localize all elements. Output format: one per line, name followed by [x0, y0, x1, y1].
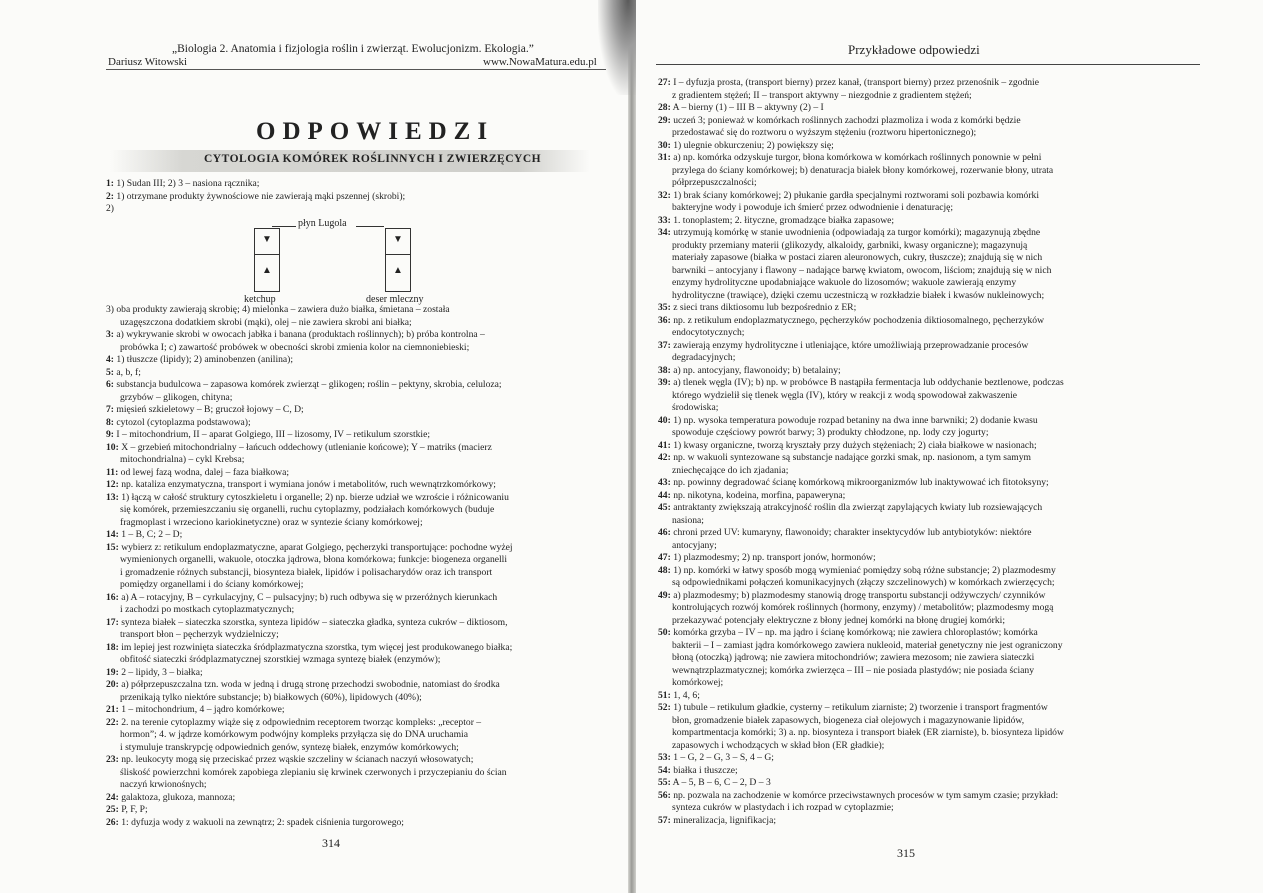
- answer-text: błon, gromadzenie białek zapasowych, biogeneza ciał olejowych i magazynowanie lipidów,: [672, 714, 1025, 726]
- header-rule: [106, 69, 606, 70]
- answer-line: [658, 715, 1218, 728]
- answer-line: [106, 454, 616, 467]
- answer-number: 16:: [106, 591, 119, 603]
- reagent-pointer-right: [356, 226, 384, 227]
- right-page: [636, 0, 1263, 893]
- reagent-label: płyn Lugola: [298, 218, 347, 229]
- answer-text: i zachodzi po mostkach cytoplazmatycznych;: [120, 604, 295, 615]
- answer-text: utrzymują komórkę w stanie uwodnienia (odpowiadają za turgor komórki); magazynują zbędne: [673, 227, 1041, 238]
- answer-text: a) tlenek węgla (IV); b) np. w probówce B nastąpiła fermentacja lub oddychanie beztlenowe, podczas: [673, 377, 1064, 388]
- answer-number: 46:: [658, 527, 671, 538]
- author-name: Dariusz Witowski: [108, 56, 188, 68]
- answer-text: którego wydzielił się tlenek węgla (IV), który w reakcji z wodą spowodował zakwaszenie: [672, 389, 1017, 401]
- answer-text: 1) brak ściany komórkowej; 2) płukanie gardła specjalnymi roztworami soli pozbawia komórki: [673, 189, 1039, 201]
- answer-list-left: [106, 304, 616, 829]
- answer-text: bakteryjne wody i powoduje ich śmierć przez odwodnienie i denaturację;: [672, 202, 954, 213]
- answer-text: 1) plazmodesmy; 2) np. transport jonów, hormonów;: [673, 552, 876, 563]
- answer-text: probówka I; c) zawartość probówek w obecności skrobi zmienia kolor na ciemnoniebieski;: [120, 341, 470, 353]
- answer-text: śliskość powierzchni komórek zapobiega zlepianiu się krwinek czerwonych i przyczepianiu do ścian: [120, 766, 507, 778]
- answer-line: [658, 802, 1218, 815]
- answer-line: [106, 529, 616, 542]
- answer-line: [106, 442, 616, 455]
- answer-number: 35:: [658, 302, 671, 313]
- answer-text: 3) oba produkty zawierają skrobię; 4) mielonka – zawiera dużo białka, śmietana – została: [106, 304, 450, 315]
- answer-line: [658, 515, 1218, 528]
- answer-line: [106, 554, 616, 567]
- answer-line: [658, 640, 1218, 653]
- answer-number: 51:: [658, 689, 671, 701]
- answer-number: 12:: [106, 479, 119, 490]
- answer-line: [658, 340, 1218, 353]
- answer-line: [658, 690, 1218, 703]
- answer-text: X – grzebień mitochondrialny – łańcuch oddechowy (utlenianie końcowe); Y – matriks (macierz: [121, 441, 492, 453]
- answer-text: a) plazmodesmy; b) plazmodesmy stanowią drogę transportu substancji odżywczych/ czynników: [673, 589, 1046, 601]
- answer-number: 18:: [106, 641, 119, 653]
- answer-text: półprzepuszczalności;: [672, 177, 757, 188]
- answer-number: 5:: [106, 366, 114, 378]
- answer-number: 27:: [658, 77, 671, 88]
- answer-line: [106, 417, 616, 430]
- answer-number: 30:: [658, 139, 671, 151]
- answer-line: [658, 152, 1218, 165]
- answer-line: [658, 652, 1218, 665]
- header-rule: [656, 64, 1200, 65]
- answer-number: 29:: [658, 114, 671, 126]
- answer-text: a) A – rotacyjny, B – cyrkulacyjny, C – pulsacyjny; b) ruch odbywa się w przeróżnych kierunkach: [121, 591, 498, 603]
- answer-text: np. nikotyna, kodeina, morfina, papaweryna;: [673, 489, 846, 501]
- answer-text: 2 – lipidy, 3 – białka;: [121, 666, 203, 678]
- answer-text: 1) ulegnie obkurczeniu; 2) powiększy się;: [673, 139, 834, 151]
- answer-text: I – dyfuzja prosta, (transport bierny) przez kanał, (transport bierny) przez przenośnik – zgodnie: [673, 77, 1039, 88]
- answer-line: [658, 402, 1218, 415]
- answer-text: i gromadzenie różnych substancji, biosynteza białek, lipidów i polisacharydów oraz ich transport: [120, 566, 493, 578]
- answer-text: komórkowej;: [672, 677, 724, 688]
- answer-line: [658, 740, 1218, 753]
- answer-number: 57:: [658, 814, 671, 826]
- answer-number: 43:: [658, 477, 671, 488]
- answer-line: [658, 190, 1218, 203]
- answer-text: grzybów – glikogen, chityna;: [120, 391, 233, 403]
- main-title: ODPOWIEDZI: [256, 118, 495, 145]
- answer-number: 38:: [658, 364, 671, 376]
- answer-line: [658, 440, 1218, 453]
- answer-line: [658, 790, 1218, 803]
- answer-line: [658, 215, 1218, 228]
- answer-line: [658, 377, 1218, 390]
- answer-line: [658, 465, 1218, 478]
- answer-line: [658, 602, 1218, 615]
- answer-number: 23:: [106, 754, 119, 765]
- answer-number: 3:: [106, 329, 114, 340]
- answer-number: 6:: [106, 379, 114, 390]
- left-page: [0, 0, 628, 893]
- answer-text: A – 5, B – 6, C – 2, D – 3: [672, 777, 771, 788]
- answer-text: 1) np. wysoka temperatura powoduje rozpad betaniny na dwa inne barwniki; 2) dodanie kwasu: [673, 414, 1038, 426]
- answer-line: [106, 717, 616, 730]
- answer-line: [658, 552, 1218, 565]
- answer-line: [658, 702, 1218, 715]
- answer-text: mitochondrialna) – cykl Krebsa;: [120, 454, 245, 465]
- answer-text: degradacyjnych;: [672, 352, 736, 363]
- answer-text: 1 – mitochondrium, 4 – jądro komórkowe;: [121, 704, 285, 715]
- answer-text: cytozol (cytoplazma podstawowa);: [116, 416, 251, 428]
- answer-line: [658, 265, 1218, 278]
- answer-line: [106, 667, 616, 680]
- answer-line: [106, 304, 616, 317]
- answer-number: 33:: [658, 214, 671, 226]
- answer-text: np. powinny degradować ścianę komórkową mikroorganizmów lub inaktywować ich fitotoksyny;: [673, 477, 1049, 488]
- answer-line: [106, 379, 616, 392]
- answer-number: 45:: [658, 502, 671, 513]
- answer-line: [658, 477, 1218, 490]
- arrow-up-icon: ▲: [262, 265, 272, 276]
- book-title: „Biologia 2. Anatomia i fizjologia roślin i zwierząt. Ewolucjonizm. Ekologia.”: [172, 43, 534, 55]
- answer-line: [106, 754, 616, 767]
- answer-line: [658, 365, 1218, 378]
- answer-number: 28:: [658, 102, 671, 113]
- answer-text: a) półprzepuszczalna tzn. woda w jedną i drugą stronę przechodzi swobodnie, natomiast do środka: [121, 679, 500, 690]
- answer-line: [106, 792, 616, 805]
- answer-number: 52:: [658, 702, 671, 713]
- answer-line: [106, 342, 616, 355]
- test-tube-ketchup: [254, 228, 280, 292]
- answer-text: 1 – B, C; 2 – D;: [121, 529, 183, 540]
- answer-line: [106, 704, 616, 717]
- answer-line: [106, 492, 616, 505]
- answer-line: [106, 542, 616, 555]
- answer-text: I – mitochondrium, II – aparat Golgiego, III – lizosomy, IV – retikulum szorstkie;: [116, 429, 431, 440]
- answer-line: [106, 203, 606, 216]
- answer-number: 26:: [106, 816, 119, 828]
- answer-line: [106, 504, 616, 517]
- answer-line: [658, 127, 1218, 140]
- answer-number: 11:: [106, 466, 119, 478]
- answer-line: [658, 90, 1218, 103]
- answer-line: [658, 227, 1218, 240]
- section-band: [110, 150, 590, 172]
- answer-text: substancja budulcowa – zapasowa komórek zwierząt – glikogen; roślin – pektyny, skrobia, celuloza;: [116, 379, 502, 390]
- answer-line: [106, 429, 616, 442]
- answer-text: chroni przed UV: kumaryny, flawonoidy; charakter insektycydów lub antybiotyków: niektóre: [673, 527, 1032, 538]
- answer-line: [658, 352, 1218, 365]
- answer-line: [658, 665, 1218, 678]
- tube-label-ketchup: ketchup: [244, 294, 276, 305]
- answer-line: [658, 240, 1218, 253]
- answer-text: kontrolujących rozwój komórek roślinnych (hormony, enzymy) / metabolitów; plazmodesmy mogą: [672, 602, 1054, 613]
- answer-number: 48:: [658, 564, 671, 576]
- answer-text: im lepiej jest rozwinięta siateczka śródplazmatyczna szorstka, tym więcej jest produkowanego białka;: [121, 641, 513, 653]
- answer-list-right: [658, 77, 1218, 827]
- answer-text: wymienionych organelli, wakuole, otoczka jądrowa, błona komórkowa; funkcje: biogeneza organelli: [120, 554, 508, 565]
- answer-text: 1) Sudan III; 2) 3 – nasiona rącznika;: [116, 178, 260, 189]
- answer-line: [106, 579, 616, 592]
- answer-line: [658, 427, 1218, 440]
- answer-text: nasiona;: [672, 514, 704, 526]
- book-gutter: [628, 0, 636, 893]
- answer-text: przekazywać potencjały elektryczne z błony jednej komórki na błonę drugiej komórki;: [672, 614, 1005, 626]
- answer-line: [658, 677, 1218, 690]
- answer-line: [106, 178, 606, 191]
- answer-number: 15:: [106, 541, 119, 553]
- answer-line: [106, 617, 616, 630]
- answer-text: uzagęszczona dodatkiem skrobi (mąki), olej – nie zawiera skrobi ani białka;: [120, 316, 412, 328]
- answer-text: mięsień szkieletowy – B; gruczoł łojowy – C, D;: [116, 404, 304, 415]
- answer-line: [658, 777, 1218, 790]
- answer-text: przedostawać się do roztworu o wyższym stężeniu (roztworu hipertonicznego);: [672, 127, 977, 138]
- answer-number: 25:: [106, 804, 119, 815]
- right-page-header: Przykładowe odpowiedzi: [848, 42, 980, 57]
- answer-text: białka i tłuszcze;: [673, 764, 738, 776]
- answer-text: 1) tłuszcze (lipidy); 2) aminobenzen (anilina);: [116, 354, 294, 365]
- answer-text: materiały zapasowe (białka w postaci ziaren aleuronowych, cukry, tłuszcze); znajdują się w nich: [672, 252, 1043, 263]
- answer-text: a, b, f;: [116, 366, 141, 378]
- answer-text: 1) otrzymane produkty żywnościowe nie zawierają mąki pszennej (skrobi);: [116, 190, 406, 202]
- answer-number: 14:: [106, 529, 119, 540]
- answer-line: [106, 567, 616, 580]
- answer-text: 1 – G, 2 – G, 3 – S, 4 – G;: [673, 752, 774, 763]
- answer-line: [658, 115, 1218, 128]
- answer-text: z sieci trans diktiosomu lub bezpośrednio z ER;: [673, 302, 857, 313]
- answer-number: 36:: [658, 314, 671, 326]
- answer-line: [106, 191, 606, 204]
- answer-text: galaktoza, glukoza, mannoza;: [121, 791, 236, 803]
- answer-line: [658, 577, 1218, 590]
- answer-text: przenikają tylko niektóre substancje; b) białkowych (60%), lipidowych (40%);: [120, 691, 422, 703]
- answer-text: zniechęcające do ich zjadania;: [672, 464, 789, 476]
- answer-line: [658, 327, 1218, 340]
- answer-number: 4:: [106, 354, 114, 365]
- answer-line: [658, 177, 1218, 190]
- answer-number: 39:: [658, 377, 671, 388]
- answer-text: a) np. antocyjany, flawonoidy; b) betalainy;: [673, 364, 841, 376]
- answer-number: 24:: [106, 791, 119, 803]
- answer-text: endocytotycznych;: [672, 327, 745, 338]
- answer-number: 20:: [106, 679, 119, 690]
- answer-line: [658, 302, 1218, 315]
- answer-text: kompartmentacja komórki; 3) a. np. biosynteza i transport białek (ER ziarniste), b. biosynteza lipidów: [672, 727, 1064, 738]
- answer-number: 56:: [658, 789, 671, 801]
- answer-line: [658, 627, 1218, 640]
- answer-line: [658, 252, 1218, 265]
- website-url[interactable]: www.NowaMatura.edu.pl: [483, 56, 597, 68]
- answer-text: produkty przemiany materii (glikozydy, alkaloidy, garbniki, kwasy organiczne); magazynują: [672, 239, 1028, 251]
- answer-text: np. pozwala na zachodzenie w komórce przeciwstawnych procesów w tym samym czasie; przykład:: [673, 789, 1059, 801]
- answer-text: 1: dyfuzja wody z wakuoli na zewnątrz; 2: spadek ciśnienia turgorowego;: [121, 816, 404, 828]
- answer-text: błoną (otoczką) jądrową; nie zawiera mitochondriów; zawiera mezosom; nie zawiera siateczki: [672, 652, 1035, 663]
- answer-line: [658, 565, 1218, 578]
- answer-line: [106, 354, 616, 367]
- answer-text: z gradientem stężeń; II – transport aktywny – niezgodnie z gradientem stężeń;: [672, 89, 972, 101]
- page-number-right: 315: [897, 846, 915, 860]
- answer-text: obfitość siateczki śródplazmatycznej szorstkiej wzmaga syntezę białek (enzymów);: [120, 654, 441, 665]
- answer-line: [106, 404, 616, 417]
- answer-text: wewnątrzplazmatycznej; komórka zwierzęca – III – nie posiada plastydów; nie posiada ściany: [672, 664, 1035, 676]
- answer-number: 53:: [658, 752, 671, 763]
- answer-line: [658, 315, 1218, 328]
- answer-text: 1) łączą w całość struktury cytoszkieletu i organelle; 2) np. bierze udział we wzroście i różnicowaniu: [121, 491, 509, 503]
- answer-number: 44:: [658, 489, 671, 501]
- arrow-up-icon: ▲: [393, 265, 403, 276]
- answer-line: [658, 452, 1218, 465]
- answer-line: [658, 277, 1218, 290]
- answer-line: [106, 767, 616, 780]
- answer-number: 1:: [106, 178, 114, 189]
- answer-text: się komórek, przemieszczaniu się organelli, ruchu cytoplazmy, podziałach komórkowych (buduje: [120, 504, 495, 515]
- answer-number: 19:: [106, 666, 119, 678]
- answer-line: [658, 615, 1218, 628]
- answer-line: [106, 604, 616, 617]
- answer-text: a) np. komórka odzyskuje turgor, błona komórkowa w komórkach roślinnych ponownie w pełni: [673, 152, 1042, 163]
- answer-text: hormon”; 4. w jądrze komórkowym podwójny kompleks przyłącza się do DNA uruchamia: [120, 729, 468, 740]
- answer-text: np. kataliza enzymatyczna, transport i wymiana jonów i metabolitów, ruch wewnątrzkomórkowy;: [121, 479, 496, 490]
- page-number-left: 314: [322, 836, 340, 850]
- answer-text: 1) np. komórki w łatwy sposób mogą wymieniać pomiędzy sobą różne substancje; 2) plazmodesmy: [673, 564, 1056, 576]
- answer-text: synteza cukrów w plastydach i ich rozpad w cytoplazmie;: [672, 802, 894, 813]
- answer-line: [106, 317, 616, 330]
- answer-text: A – bierny (1) – III B – aktywny (2) – I: [672, 102, 824, 113]
- answer-text: przylega do ściany komórkowej; b) denaturacja białek błony komórkowej, rozerwanie błony, utrata: [672, 164, 1054, 176]
- answer-line: [106, 629, 616, 642]
- answer-line: [106, 779, 616, 792]
- answer-text: pomiędzy organellami i do ściany komórkowej;: [120, 579, 304, 590]
- answer-line: [658, 765, 1218, 778]
- answer-text: 2. na terenie cytoplazmy wiąże się z odpowiednim receptorem tworząc kompleks: „receptor –: [121, 716, 482, 728]
- lugol-test-figure: [240, 216, 440, 304]
- answer-text: antocyjany;: [672, 539, 717, 551]
- answer-line: [106, 517, 616, 530]
- answer-number: 13:: [106, 491, 119, 503]
- answer-line: [106, 692, 616, 705]
- answer-text: 1) kwasy organiczne, tworzą kryształy przy dużych stężeniach; 2) ciała białkowe w nasionach;: [673, 439, 1037, 451]
- answer-line: [106, 679, 616, 692]
- answer-line: [658, 165, 1218, 178]
- answer-number: 21:: [106, 704, 119, 715]
- answer-line: [658, 527, 1218, 540]
- answer-line: [658, 290, 1218, 303]
- answer-text: bakterii – I – zamiast jądra komórkowego zawiera nukleoid, materiał genetyczny nie jest ograniczony: [672, 639, 1063, 651]
- answer-text: 1, 4, 6;: [673, 689, 700, 701]
- answer-line: [658, 102, 1218, 115]
- answer-text: barwniki – antocyjany i flawony – nadające barwę kwiatom, owocom, liściom; znajdują się w nich: [672, 264, 1052, 276]
- answer-number: 7:: [106, 404, 114, 415]
- answer-line: [106, 654, 616, 667]
- answer-line: [106, 467, 616, 480]
- answer-text: np. z retikulum endoplazmatycznego, pęcherzyków pochodzenia diktiosomalnego, pęcherzyków: [673, 314, 1045, 326]
- answer-list-top: [106, 178, 606, 216]
- answer-number: 55:: [658, 777, 671, 788]
- answer-number: 40:: [658, 414, 671, 426]
- answer-number: 22:: [106, 716, 119, 728]
- answer-text: spowoduje częściowy powrót barwy; 3) produkty chłodzone, np. lody czy jogurty;: [672, 427, 989, 438]
- arrow-down-icon: ▼: [262, 234, 272, 245]
- answer-text: P, F, P;: [121, 804, 148, 815]
- answer-line: [106, 479, 616, 492]
- answer-number: 54:: [658, 764, 671, 776]
- answer-number: 32:: [658, 189, 671, 201]
- answer-number: 8:: [106, 416, 114, 428]
- answer-line: [658, 140, 1218, 153]
- answer-number: 41:: [658, 439, 671, 451]
- answer-line: [658, 490, 1218, 503]
- answer-line: [658, 540, 1218, 553]
- answer-line: [106, 742, 616, 755]
- test-tube-dessert: [385, 228, 411, 292]
- answer-text: są odpowiednikami połączeń komunikacyjnych (złączy szczelinowych) w komórkach zwierzęcych;: [672, 577, 1055, 588]
- answer-text: uczeń 3; ponieważ w komórkach roślinnych zachodzi plazmoliza i woda z komórki będzie: [673, 114, 1021, 126]
- answer-line: [106, 329, 616, 342]
- answer-line: [106, 367, 616, 380]
- answer-text: od lewej fazą wodna, dalej – faza białkowa;: [120, 466, 290, 478]
- answer-text: 1) tubule – retikulum gładkie, cysterny – retikulum ziarniste; 2) tworzenie i transport fragmentów: [673, 702, 1048, 713]
- answer-line: [106, 642, 616, 655]
- reagent-pointer-left: [272, 226, 296, 227]
- answer-number: 37:: [658, 339, 671, 351]
- answer-text: naczyń krwionośnych;: [120, 779, 207, 790]
- answer-text: środowiska;: [672, 402, 719, 413]
- section-title: CYTOLOGIA KOMÓREK ROŚLINNYCH I ZWIERZĘCYCH: [204, 153, 542, 165]
- answer-line: [106, 729, 616, 742]
- answer-text: np. leukocyty mogą się przeciskać przez wąskie szczeliny w ścianach naczyń włosowatych;: [121, 754, 474, 765]
- tube-label-dessert: deser mleczny: [366, 294, 424, 305]
- answer-line: [106, 592, 616, 605]
- answer-text: 1. tonoplastem; 2. łityczne, gromadzące białka zapasowe;: [673, 214, 895, 226]
- answer-number: 49:: [658, 589, 671, 601]
- answer-number: 50:: [658, 627, 671, 638]
- answer-line: [658, 502, 1218, 515]
- arrow-down-icon: ▼: [393, 234, 403, 245]
- answer-line: [106, 392, 616, 405]
- answer-number: 2:: [106, 190, 114, 202]
- answer-text: mineralizacja, lignifikacja;: [673, 814, 777, 826]
- tube-divider: [386, 254, 410, 255]
- answer-text: transport błon – pęcherzyk wydzielniczy;: [120, 629, 279, 640]
- answer-text: komórka grzyba – IV – np. ma jądro i ścianę komórkową; nie zawiera chloroplastów; komórka: [673, 627, 1038, 638]
- answer-number: 34:: [658, 227, 671, 238]
- answer-line: [106, 817, 616, 830]
- answer-line: [106, 804, 616, 817]
- answer-line: [658, 727, 1218, 740]
- answer-text: enzymy hydrolityczne upodabniające wakuole do lizosomów; wakuole zawierają enzymy: [672, 277, 1017, 288]
- answer-text: antraktanty zwiększają atrakcyjność roślin dla zwierząt zapylających kwiaty lub rozsiewających: [673, 502, 1043, 513]
- answer-line: [658, 815, 1218, 828]
- answer-number: 10:: [106, 441, 119, 453]
- tube-divider: [255, 254, 279, 255]
- answer-number: 47:: [658, 552, 671, 563]
- answer-text: zapasowych i wchodzących w skład błon (ER gładkie);: [672, 739, 885, 751]
- answer-text: i stymuluje transkrypcję odpowiednich genów, syntezę białek, enzymów komórkowych;: [120, 741, 459, 753]
- answer-line: [658, 752, 1218, 765]
- answer-text: hydrolityczne (trawiące), dzięki czemu uczestniczą w rozkładzie białek i kwasów nukleinowych;: [672, 289, 1045, 301]
- answer-text: synteza białek – siateczka szorstka, synteza lipidów – siateczka gładka, synteza cukrów – diktiosom,: [121, 616, 508, 628]
- answer-number: 42:: [658, 452, 671, 463]
- answer-text: a) wykrywanie skrobi w owocach jabłka i banana (produktach roślinnych); b) próba kontrolna –: [116, 329, 485, 340]
- answer-number: 17:: [106, 616, 119, 628]
- answer-number: 9:: [106, 429, 114, 440]
- answer-number: 31:: [658, 152, 671, 163]
- answer-text: wybierz z: retikulum endoplazmatyczne, aparat Golgiego, pęcherzyki transportujące: pochodne wyżej: [121, 541, 513, 553]
- answer-line: [658, 202, 1218, 215]
- answer-line: [658, 590, 1218, 603]
- answer-line: [658, 77, 1218, 90]
- answer-text: 2): [106, 203, 114, 214]
- answer-line: [658, 415, 1218, 428]
- answer-text: zawierają enzymy hydrolityczne i utleniające, które umożliwiają przeprowadzanie procesów: [673, 339, 1029, 351]
- answer-text: fragmoplast i wrzeciono kariokinetyczne) oraz w syntezie ściany komórkowej;: [120, 516, 423, 528]
- answer-line: [658, 390, 1218, 403]
- answer-text: np. w wakuoli syntezowane są substancje nadające gorzki smak, np. nasionom, a tym samym: [673, 452, 1032, 463]
